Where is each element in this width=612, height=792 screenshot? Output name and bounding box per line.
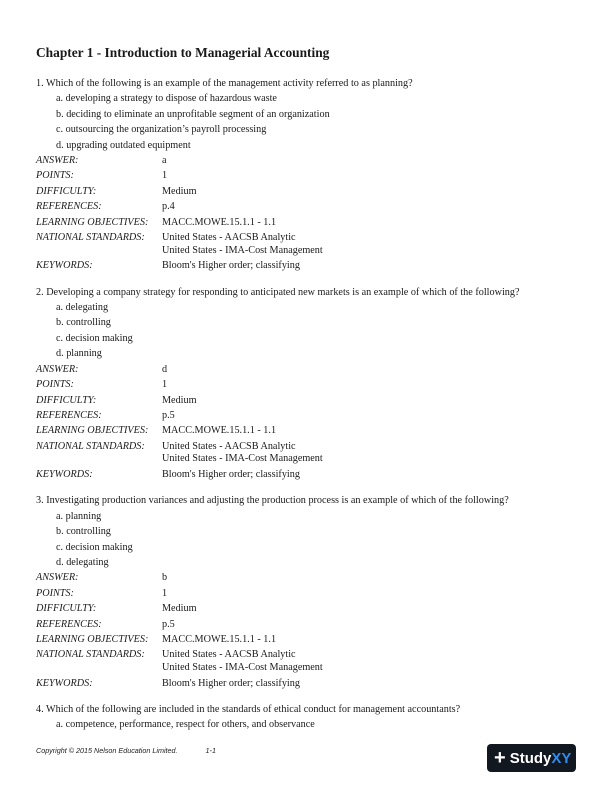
difficulty-label: DIFFICULTY: <box>36 603 97 615</box>
choice-b: b. controlling <box>56 526 111 538</box>
learning-objectives-value: MACC.MOWE.15.1.1 - 1.1 <box>162 633 277 645</box>
choice-d: d. planning <box>56 348 102 360</box>
copyright-text: Copyright © 2015 Nelson Education Limited. <box>36 746 178 755</box>
difficulty-row <box>36 393 576 408</box>
national-standards-value <box>162 232 576 257</box>
references-row <box>36 617 576 632</box>
national-standards-label: NATIONAL STANDARDS: <box>36 232 145 244</box>
references-row <box>36 408 576 423</box>
chapter-title: Chapter 1 - Introduction to Managerial Accounting <box>36 45 330 60</box>
studyxy-badge[interactable] <box>487 744 576 772</box>
learning-objectives-value: MACC.MOWE.15.1.1 - 1.1 <box>162 425 277 437</box>
answer-value: a <box>162 155 167 167</box>
references-value: p.5 <box>162 409 175 421</box>
answer-label: ANSWER: <box>36 572 79 584</box>
references-value: p.5 <box>162 618 175 630</box>
answer-value: d <box>162 363 168 375</box>
national-standards-row <box>36 232 576 257</box>
difficulty-value: Medium <box>162 394 197 406</box>
question-text: 3. Investigating production variances and adjusting the production process is an example of which of the following? <box>36 495 509 507</box>
points-value: 1 <box>162 587 168 599</box>
national-standards-value <box>162 441 576 466</box>
choice-a: a. competence, performance, respect for others, and observance <box>56 719 315 731</box>
answer-row <box>36 570 576 585</box>
brand-name-part1: Study <box>509 749 552 767</box>
choice-b: b. deciding to eliminate an unprofitable segment of an organization <box>56 108 330 120</box>
points-row <box>36 168 576 183</box>
national-standard: United States - IMA-Cost Management <box>162 244 323 256</box>
keywords-label: KEYWORDS: <box>36 677 93 689</box>
answer-row <box>36 153 576 168</box>
choice-c: c. outsourcing the organization’s payroll processing <box>56 124 267 136</box>
question-3 <box>36 493 576 691</box>
page-number: 1-1 <box>205 746 216 755</box>
national-standards-row <box>36 649 576 674</box>
references-label: REFERENCES: <box>36 618 102 630</box>
answer-row <box>36 362 576 377</box>
question-text: 2. Developing a company strategy for responding to anticipated new markets is an example of which of the following? <box>36 286 520 298</box>
references-value: p.4 <box>162 201 175 213</box>
national-standard: United States - AACSB Analytic <box>162 232 296 244</box>
difficulty-row <box>36 184 576 199</box>
difficulty-label: DIFFICULTY: <box>36 185 97 197</box>
national-standard: United States - AACSB Analytic <box>162 440 296 452</box>
references-row <box>36 199 576 214</box>
learning-objectives-label: LEARNING OBJECTIVES: <box>36 633 149 645</box>
choice-a: a. developing a strategy to dispose of hazardous waste <box>56 93 277 105</box>
national-standards-label: NATIONAL STANDARDS: <box>36 649 145 661</box>
learning-objectives-label: LEARNING OBJECTIVES: <box>36 425 149 437</box>
national-standard: United States - AACSB Analytic <box>162 649 296 661</box>
references-label: REFERENCES: <box>36 409 102 421</box>
difficulty-value: Medium <box>162 185 197 197</box>
learning-objectives-label: LEARNING OBJECTIVES: <box>36 216 149 228</box>
difficulty-value: Medium <box>162 603 197 615</box>
keywords-row <box>36 676 576 691</box>
choice-a: a. planning <box>56 510 102 522</box>
keywords-label: KEYWORDS: <box>36 468 93 480</box>
choice-c: c. decision making <box>56 332 133 344</box>
question-text: 1. Which of the following is an example of the management activity referred to as planning? <box>36 78 413 89</box>
points-value: 1 <box>162 170 168 182</box>
points-row <box>36 377 576 392</box>
learning-objectives-row <box>36 632 576 647</box>
keywords-value: Bloom's Higher order; classifying <box>162 677 300 689</box>
difficulty-label: DIFFICULTY: <box>36 394 97 406</box>
document-page <box>36 45 576 744</box>
brand-name-part2: XY <box>551 749 572 767</box>
points-label: POINTS: <box>36 170 74 182</box>
page-footer <box>36 746 216 755</box>
choice-d: d. upgrading outdated equipment <box>56 139 191 151</box>
keywords-value: Bloom's Higher order; classifying <box>162 260 300 272</box>
choice-d: d. delegating <box>56 556 109 568</box>
question-1 <box>36 76 576 274</box>
points-value: 1 <box>162 379 168 391</box>
keywords-value: Bloom's Higher order; classifying <box>162 468 300 480</box>
keywords-row <box>36 258 576 273</box>
keywords-row <box>36 467 576 482</box>
learning-objectives-row <box>36 215 576 230</box>
question-2 <box>36 285 576 483</box>
answer-label: ANSWER: <box>36 363 79 375</box>
national-standards-value <box>162 649 576 674</box>
question-4 <box>36 702 576 733</box>
references-label: REFERENCES: <box>36 201 102 213</box>
choice-a: a. delegating <box>56 302 109 314</box>
difficulty-row <box>36 601 576 616</box>
national-standards-label: NATIONAL STANDARDS: <box>36 440 145 452</box>
national-standards-row <box>36 441 576 466</box>
learning-objectives-row <box>36 423 576 438</box>
plus-icon: + <box>494 747 506 769</box>
choice-b: b. controlling <box>56 317 111 329</box>
points-label: POINTS: <box>36 587 74 599</box>
points-row <box>36 586 576 601</box>
choice-c: c. decision making <box>56 541 133 553</box>
learning-objectives-value: MACC.MOWE.15.1.1 - 1.1 <box>162 216 277 228</box>
national-standard: United States - IMA-Cost Management <box>162 661 323 673</box>
question-text: 4. Which of the following are included in the standards of ethical conduct for management accountants? <box>36 703 461 715</box>
answer-label: ANSWER: <box>36 155 79 167</box>
national-standard: United States - IMA-Cost Management <box>162 453 323 465</box>
keywords-label: KEYWORDS: <box>36 260 93 272</box>
points-label: POINTS: <box>36 379 74 391</box>
answer-value: b <box>162 572 168 584</box>
